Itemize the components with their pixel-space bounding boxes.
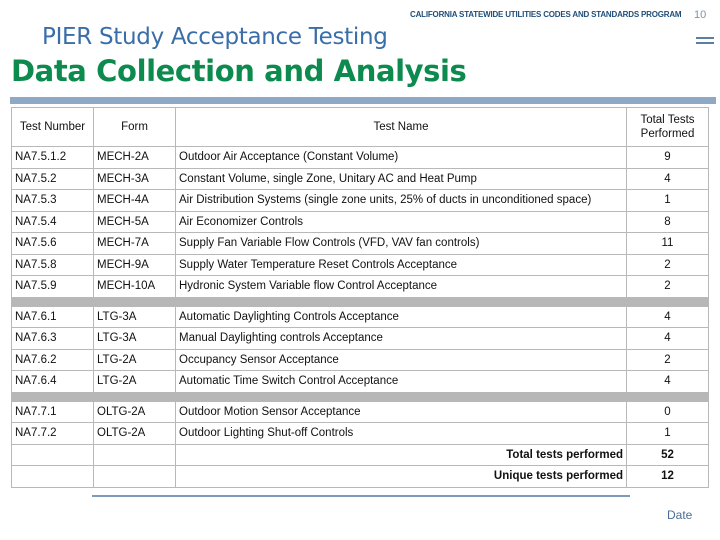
form-cell: MECH-3A xyxy=(94,168,176,190)
test-number-cell: NA7.6.3 xyxy=(12,328,94,350)
table-row xyxy=(12,168,709,190)
table-row xyxy=(12,211,709,233)
test-name-cell: Supply Water Temperature Reset Controls Acceptance xyxy=(176,254,627,276)
test-number-cell: NA7.5.3 xyxy=(12,190,94,212)
table-row xyxy=(12,190,709,212)
corner-decoration xyxy=(696,37,714,47)
separator-cell xyxy=(94,392,176,401)
test-name-cell: Supply Fan Variable Flow Controls (VFD, VAV fan controls) xyxy=(176,233,627,255)
form-cell: MECH-9A xyxy=(94,254,176,276)
table-row xyxy=(12,254,709,276)
form-cell: OLTG-2A xyxy=(94,401,176,423)
separator-cell xyxy=(627,392,709,401)
form-cell: MECH-7A xyxy=(94,233,176,255)
test-name-cell: Automatic Time Switch Control Acceptance xyxy=(176,371,627,393)
slide-subtitle: PIER Study Acceptance Testing xyxy=(42,24,388,50)
test-name-cell: Constant Volume, single Zone, Unitary AC and Heat Pump xyxy=(176,168,627,190)
table-body xyxy=(12,147,709,488)
separator-cell xyxy=(12,297,94,306)
table-row xyxy=(12,147,709,169)
footer-divider xyxy=(92,495,630,497)
separator-cell xyxy=(627,297,709,306)
slide-number: 10 xyxy=(694,9,707,21)
separator-cell xyxy=(94,297,176,306)
summary-row xyxy=(12,466,709,488)
total-cell: 4 xyxy=(627,328,709,350)
test-name-cell: Hydronic System Variable flow Control Acceptance xyxy=(176,276,627,298)
table-row xyxy=(12,306,709,328)
group-separator xyxy=(12,392,709,401)
form-cell: MECH-2A xyxy=(94,147,176,169)
total-cell: 4 xyxy=(627,371,709,393)
empty-cell xyxy=(12,466,94,488)
test-name-cell: Outdoor Lighting Shut-off Controls xyxy=(176,423,627,445)
separator-cell xyxy=(12,392,94,401)
total-cell: 4 xyxy=(627,306,709,328)
empty-cell xyxy=(94,466,176,488)
title-divider xyxy=(10,97,716,104)
test-number-cell: NA7.7.1 xyxy=(12,401,94,423)
total-cell: 2 xyxy=(627,254,709,276)
test-number-cell: NA7.5.1.2 xyxy=(12,147,94,169)
test-number-cell: NA7.5.4 xyxy=(12,211,94,233)
test-number-cell: NA7.5.9 xyxy=(12,276,94,298)
total-cell: 4 xyxy=(627,168,709,190)
test-name-cell: Air Distribution Systems (single zone units, 25% of ducts in unconditioned space) xyxy=(176,190,627,212)
separator-cell xyxy=(176,392,627,401)
table-row xyxy=(12,371,709,393)
form-cell: MECH-10A xyxy=(94,276,176,298)
total-cell: 2 xyxy=(627,349,709,371)
test-name-cell: Manual Daylighting controls Acceptance xyxy=(176,328,627,350)
column-header-total-tests: Total Tests Performed xyxy=(627,108,709,147)
column-header-form: Form xyxy=(94,108,176,147)
separator-cell xyxy=(176,297,627,306)
form-cell: LTG-2A xyxy=(94,371,176,393)
empty-cell xyxy=(94,444,176,466)
slide-title: Data Collection and Analysis xyxy=(11,54,467,88)
test-number-cell: NA7.6.2 xyxy=(12,349,94,371)
table-row xyxy=(12,349,709,371)
test-name-cell: Automatic Daylighting Controls Acceptance xyxy=(176,306,627,328)
test-name-cell: Outdoor Motion Sensor Acceptance xyxy=(176,401,627,423)
empty-cell xyxy=(12,444,94,466)
table-header-row xyxy=(12,108,709,147)
table-row xyxy=(12,401,709,423)
acceptance-tests-table xyxy=(11,107,709,488)
test-number-cell: NA7.5.6 xyxy=(12,233,94,255)
total-cell: 9 xyxy=(627,147,709,169)
table-row xyxy=(12,328,709,350)
form-cell: LTG-3A xyxy=(94,328,176,350)
summary-value: 12 xyxy=(627,466,709,488)
table-row xyxy=(12,423,709,445)
total-cell: 1 xyxy=(627,423,709,445)
test-name-cell: Occupancy Sensor Acceptance xyxy=(176,349,627,371)
test-number-cell: NA7.7.2 xyxy=(12,423,94,445)
form-cell: LTG-2A xyxy=(94,349,176,371)
footer-date: Date xyxy=(667,508,693,522)
form-cell: MECH-5A xyxy=(94,211,176,233)
form-cell: OLTG-2A xyxy=(94,423,176,445)
test-number-cell: NA7.5.8 xyxy=(12,254,94,276)
summary-value: 52 xyxy=(627,444,709,466)
test-number-cell: NA7.5.2 xyxy=(12,168,94,190)
column-header-test-number: Test Number xyxy=(12,108,94,147)
program-header: CALIFORNIA STATEWIDE UTILITIES CODES AND STANDARDS PROGRAM xyxy=(410,10,682,19)
summary-label: Unique tests performed xyxy=(176,466,627,488)
total-cell: 11 xyxy=(627,233,709,255)
total-cell: 0 xyxy=(627,401,709,423)
group-separator xyxy=(12,297,709,306)
form-cell: MECH-4A xyxy=(94,190,176,212)
total-cell: 2 xyxy=(627,276,709,298)
total-cell: 1 xyxy=(627,190,709,212)
summary-label: Total tests performed xyxy=(176,444,627,466)
table-row xyxy=(12,233,709,255)
table-row xyxy=(12,276,709,298)
column-header-test-name: Test Name xyxy=(176,108,627,147)
test-number-cell: NA7.6.4 xyxy=(12,371,94,393)
test-number-cell: NA7.6.1 xyxy=(12,306,94,328)
test-name-cell: Outdoor Air Acceptance (Constant Volume) xyxy=(176,147,627,169)
summary-row xyxy=(12,444,709,466)
form-cell: LTG-3A xyxy=(94,306,176,328)
total-cell: 8 xyxy=(627,211,709,233)
test-name-cell: Air Economizer Controls xyxy=(176,211,627,233)
